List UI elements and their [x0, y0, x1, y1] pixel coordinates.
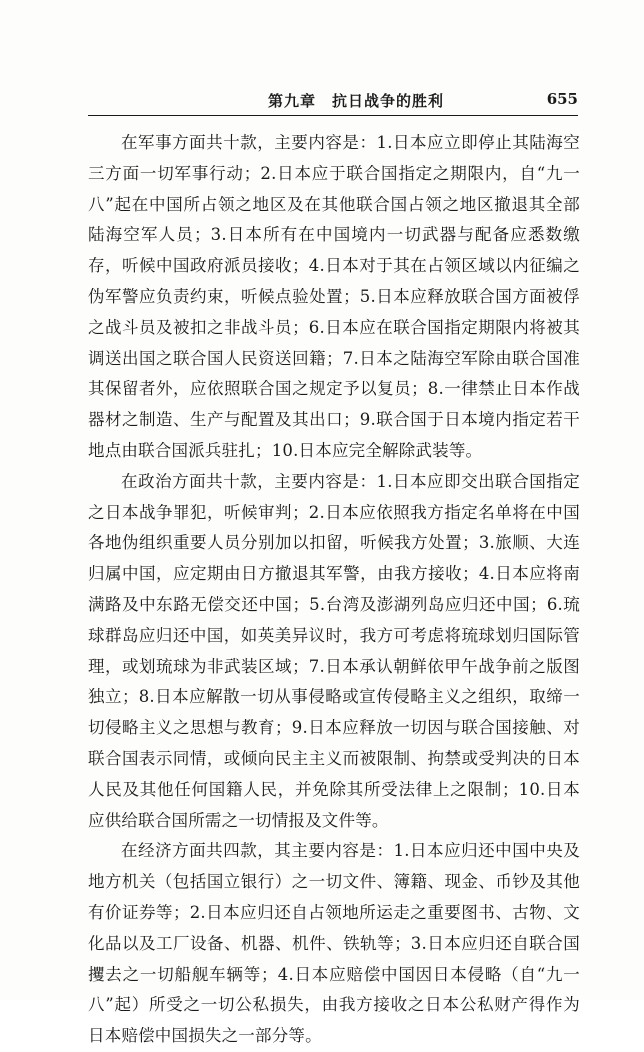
paragraph-military-terms: 在军事方面共十款，主要内容是：1.日本应立即停止其陆海空三方面一切军事行动；2.日本应于联合国指定之期限内，自“九一八”起在中国所占领之地区及在其他联合国占领之地区撤退其全部陆海空军人员；3.日本所有在中国境内一切武器与配备应悉数缴存，听候中国政府派员接收；4.日本对于其在占领区域以内征编之伪军警应负责约束，听候点验处置；5.日本应释放联合国方面被俘之战斗员及被扣之非战斗员；6.日本应在联合国指定期限内将被其调送出国之联合国人民资送回籍；7.日本之陆海空军除由联合国准其保留者外，应依照联合国之规定予以复员；8.一律禁止日本作战器材之制造、生产与配置及其出口；9.联合国于日本境内指定若干地点由联合国派兵驻扎；10.日本应完全解除武装等。: [88, 133, 580, 460]
running-head: [88, 90, 578, 112]
paragraph-economic-terms: 在经济方面共四款，其主要内容是：1.日本应归还中国中央及地方机关（包括国立银行）之一切文件、簿籍、现金、币钞及其他有价证券等；2.日本应归还自占领地所运走之重要图书、古物、文化品以及工厂设备、机器、机件、铁轨等；3.日本应归还自联合国攫去之一切船舰车辆等；4.日本应赔偿中国因日本侵略（自“九一八”起）所受之一切公私损失，由我方接收之日本公私财产得作为日本赔偿中国损失之一部分等。: [88, 841, 580, 1046]
body-text: [88, 128, 580, 1052]
page-number: 655: [546, 90, 578, 108]
header-rule: [88, 115, 578, 116]
paragraph-political-terms: 在政治方面共十款，主要内容是：1.日本应即交出联合国指定之日本战争罪犯，听候审判；2.日本应依照我方指定名单将在中国各地伪组织重要人员分别加以扣留，听候我方处置；3.旅顺、大连归属中国，应定期由日方撤退其军警，由我方接收；4.日本应将南满路及中东路无偿交还中国；5.台湾及澎湖列岛应归还中国；6.琉球群岛应归还中国，如英美异议时，我方可考虑将琉球划归国际管理，或划琉球为非武装区域；7.日本承认朝鲜依甲午战争前之版图独立；8.日本应解散一切从事侵略或宣传侵略主义之组织，取缔一切侵略主义之思想与教育；9.日本应释放一切因与联合国接触、对联合国表示同情，或倾向民主主义而被限制、拘禁或受判决的日本人民及其他任何国籍人民，并免除其所受法律上之限制；10.日本应供给联合国所需之一切情报及文件等。: [88, 471, 580, 830]
chapter-title: 第九章 抗日战争的胜利: [268, 92, 445, 110]
